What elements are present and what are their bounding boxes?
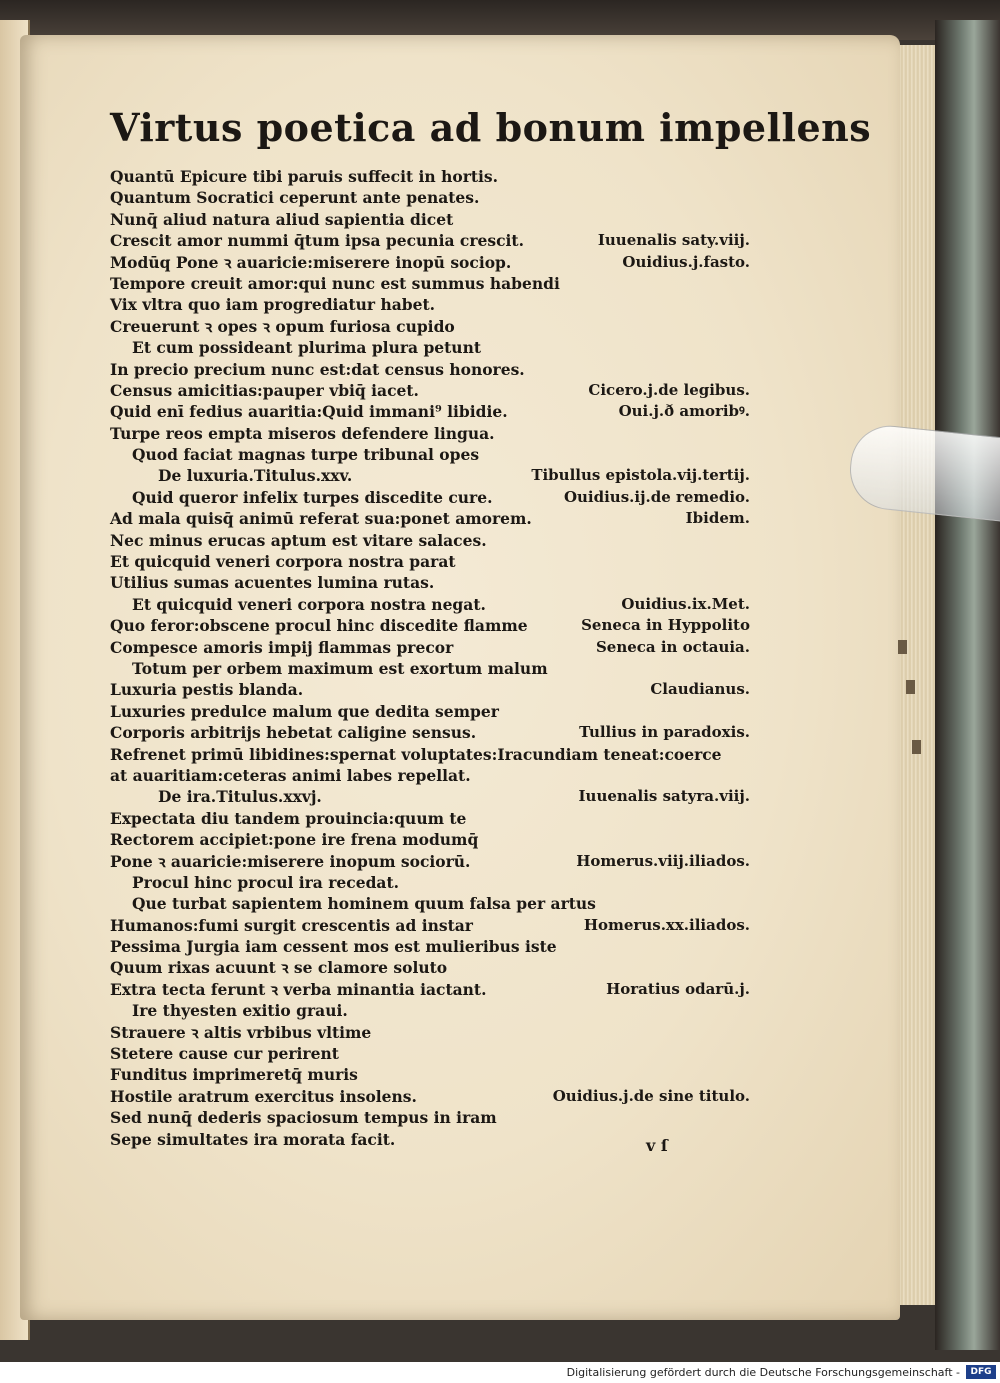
line-text: Quid queror infelix turpes discedite cure. <box>132 487 493 507</box>
text-line <box>110 679 750 700</box>
text-line <box>110 786 750 807</box>
text-line <box>110 444 750 465</box>
line-text: Que turbat sapientem hominem quum falsa per artus <box>132 894 596 914</box>
source-citation: Ouidius.j.fasto. <box>622 252 750 271</box>
line-text: Procul hinc procul ira recedat. <box>132 872 400 892</box>
text-line <box>110 744 750 765</box>
source-citation: Iuuenalis satyra.viij. <box>578 787 750 806</box>
line-text: In precio precium nunc est:dat census honores. <box>110 359 525 379</box>
book-binding <box>935 20 1000 1350</box>
page-tab <box>906 680 915 694</box>
line-text: Modūq Pone ꝛ auaricie:miserere inopū sociop. <box>110 252 512 272</box>
line-text: Compesce amoris impij flammas precor <box>110 637 454 657</box>
line-text: Strauere ꝛ altis vrbibus vltime <box>110 1022 372 1042</box>
source-citation: Ouidius.ix.Met. <box>621 594 750 613</box>
text-line <box>110 1107 750 1128</box>
line-text: Quid enī fedius auaritia:Quid immani⁹ libidie. <box>110 402 508 422</box>
line-text: Et quicquid veneri corpora nostra parat <box>110 552 456 572</box>
text-line <box>110 209 750 230</box>
text-line <box>110 1000 750 1021</box>
text-line <box>110 808 750 829</box>
source-citation: Oui.j.ð amoribꝰ. <box>618 402 750 421</box>
source-citation: Iuuenalis saty.viij. <box>597 231 750 250</box>
text-line <box>110 1043 750 1064</box>
source-citation: Ibidem. <box>685 509 750 528</box>
line-text: Hostile aratrum exercitus insolens. <box>110 1086 417 1106</box>
source-citation: Ouidius.ij.de remedio. <box>563 487 750 506</box>
source-citation: Tibullus epistola.vij.tertij. <box>531 466 750 485</box>
line-text: Luxuries predulce malum que dedita semper <box>110 701 499 721</box>
line-text: Et cum possideant plurima plura petunt <box>132 338 482 358</box>
text-line <box>110 701 750 722</box>
line-text: Quod faciat magnas turpe tribunal opes <box>132 445 480 465</box>
source-citation: Seneca in octauia. <box>595 637 750 656</box>
line-text: at auaritiam:ceteras animi labes repellat. <box>110 765 471 785</box>
text-line <box>110 594 750 615</box>
text-line <box>110 936 750 957</box>
source-citation: Homerus.xx.iliados. <box>583 915 750 934</box>
text-line <box>110 915 750 936</box>
text-line <box>110 187 750 208</box>
text-line <box>110 166 750 187</box>
line-text: Crescit amor nummi q̄tum ipsa pecunia crescit. <box>110 231 524 251</box>
source-citation: Horatius odarū.j. <box>606 979 750 998</box>
text-line <box>110 872 750 893</box>
text-line <box>110 829 750 850</box>
text-line <box>110 615 750 636</box>
line-text: Creuerunt ꝛ opes ꝛ opum furiosa cupido <box>110 316 455 336</box>
line-text: Pessima Jurgia iam cessent mos est mulieribus iste <box>110 937 557 957</box>
text-line <box>110 337 750 358</box>
signature-mark: v ſ <box>646 1136 668 1155</box>
line-text: Sepe simultates ira morata facit. <box>110 1129 396 1149</box>
text-line <box>110 765 750 786</box>
text-line <box>110 294 750 315</box>
book-cover-top <box>0 0 1000 40</box>
source-citation: Claudianus. <box>650 680 750 699</box>
text-line <box>110 465 750 486</box>
source-citation: Homerus.viij.iliados. <box>576 851 750 870</box>
text-line <box>110 401 750 422</box>
text-line <box>110 423 750 444</box>
dfg-logo: DFG <box>966 1365 996 1379</box>
text-line <box>110 273 750 294</box>
text-line <box>110 230 750 251</box>
text-line <box>110 572 750 593</box>
line-text: Tempore creuit amor:qui nunc est summus habendi <box>110 273 560 293</box>
line-text: Vix vltra quo iam progrediatur habet. <box>110 295 436 315</box>
line-text: Corporis arbitrijs hebetat caligine sensus. <box>110 723 477 743</box>
page-content <box>110 100 872 1150</box>
text-line <box>110 508 750 529</box>
line-text: Rectorem accipiet:pone ire frena modumq̄ <box>110 830 479 850</box>
text-line <box>110 487 750 508</box>
line-text: Census amicitias:pauper vbiq̄ iacet. <box>110 380 419 400</box>
line-text: Sed nunq̄ dederis spaciosum tempus in iram <box>110 1108 497 1128</box>
footer-bar <box>0 1362 1000 1383</box>
page-tab <box>898 640 907 654</box>
text-line <box>110 1022 750 1043</box>
line-text: Luxuria pestis blanda. <box>110 680 304 700</box>
text-lines <box>110 166 750 1150</box>
line-text: Ire thyesten exitio graui. <box>132 1001 348 1021</box>
source-citation: Ouidius.j.de sine titulo. <box>552 1086 750 1105</box>
line-text: Humanos:fumi surgit crescentis ad instar <box>110 915 473 935</box>
line-text: De luxuria.Titulus.xxv. <box>158 466 353 486</box>
text-line <box>110 1064 750 1085</box>
line-text: Totum per orbem maximum est exortum malum <box>132 658 548 678</box>
text-line <box>110 722 750 743</box>
line-text: Utilius sumas acuentes lumina rutas. <box>110 573 435 593</box>
line-text: Quo feror:obscene procul hinc discedite flamme <box>110 616 528 636</box>
line-text: Nec minus erucas aptum est vitare salaces. <box>110 530 487 550</box>
text-line <box>110 359 750 380</box>
page-heading: Virtus poetica ad bonum impellens <box>110 105 872 150</box>
text-line <box>110 530 750 551</box>
page-tab <box>912 740 921 754</box>
line-text: Quum rixas acuunt ꝛ se clamore soluto <box>110 958 448 978</box>
line-text: Refrenet primū libidines:spernat voluptates:Iracundiam teneat:coerce <box>110 744 722 764</box>
text-line <box>110 380 750 401</box>
text-line <box>110 658 750 679</box>
text-line <box>110 979 750 1000</box>
text-line <box>110 957 750 978</box>
line-text: Expectata diu tandem prouincia:quum te <box>110 808 467 828</box>
line-text: Stetere cause cur perirent <box>110 1044 339 1064</box>
text-line <box>110 893 750 914</box>
text-line <box>110 316 750 337</box>
text-line <box>110 851 750 872</box>
line-text: Quantū Epicure tibi paruis suffecit in hortis. <box>110 167 499 186</box>
line-text: Ad mala quisq̄ animū referat sua:ponet amorem. <box>110 509 532 529</box>
source-citation: Seneca in Hyppolito <box>581 616 750 635</box>
text-line <box>110 252 750 273</box>
footer-credit: Digitalisierung gefördert durch die Deutsche Forschungsgemeinschaft - <box>566 1366 960 1379</box>
line-text: Quantum Socratici ceperunt ante penates. <box>110 188 480 208</box>
text-line <box>110 1086 750 1107</box>
line-text: Extra tecta ferunt ꝛ verba minantia iactant. <box>110 979 487 999</box>
text-line <box>110 551 750 572</box>
line-text: Nunq̄ aliud natura aliud sapientia dicet <box>110 209 454 229</box>
line-text: De ira.Titulus.xxvj. <box>158 787 322 807</box>
line-text: Funditus imprimeretq̄ muris <box>110 1065 358 1085</box>
line-text: Pone ꝛ auaricie:miserere inopum sociorū. <box>110 851 471 871</box>
text-line <box>110 637 750 658</box>
source-citation: Tullius in paradoxis. <box>579 723 750 742</box>
line-text: Et quicquid veneri corpora nostra negat. <box>132 594 486 614</box>
line-text: Turpe reos empta miseros defendere lingua. <box>110 423 495 443</box>
source-citation: Cicero.j.de legibus. <box>588 380 750 399</box>
